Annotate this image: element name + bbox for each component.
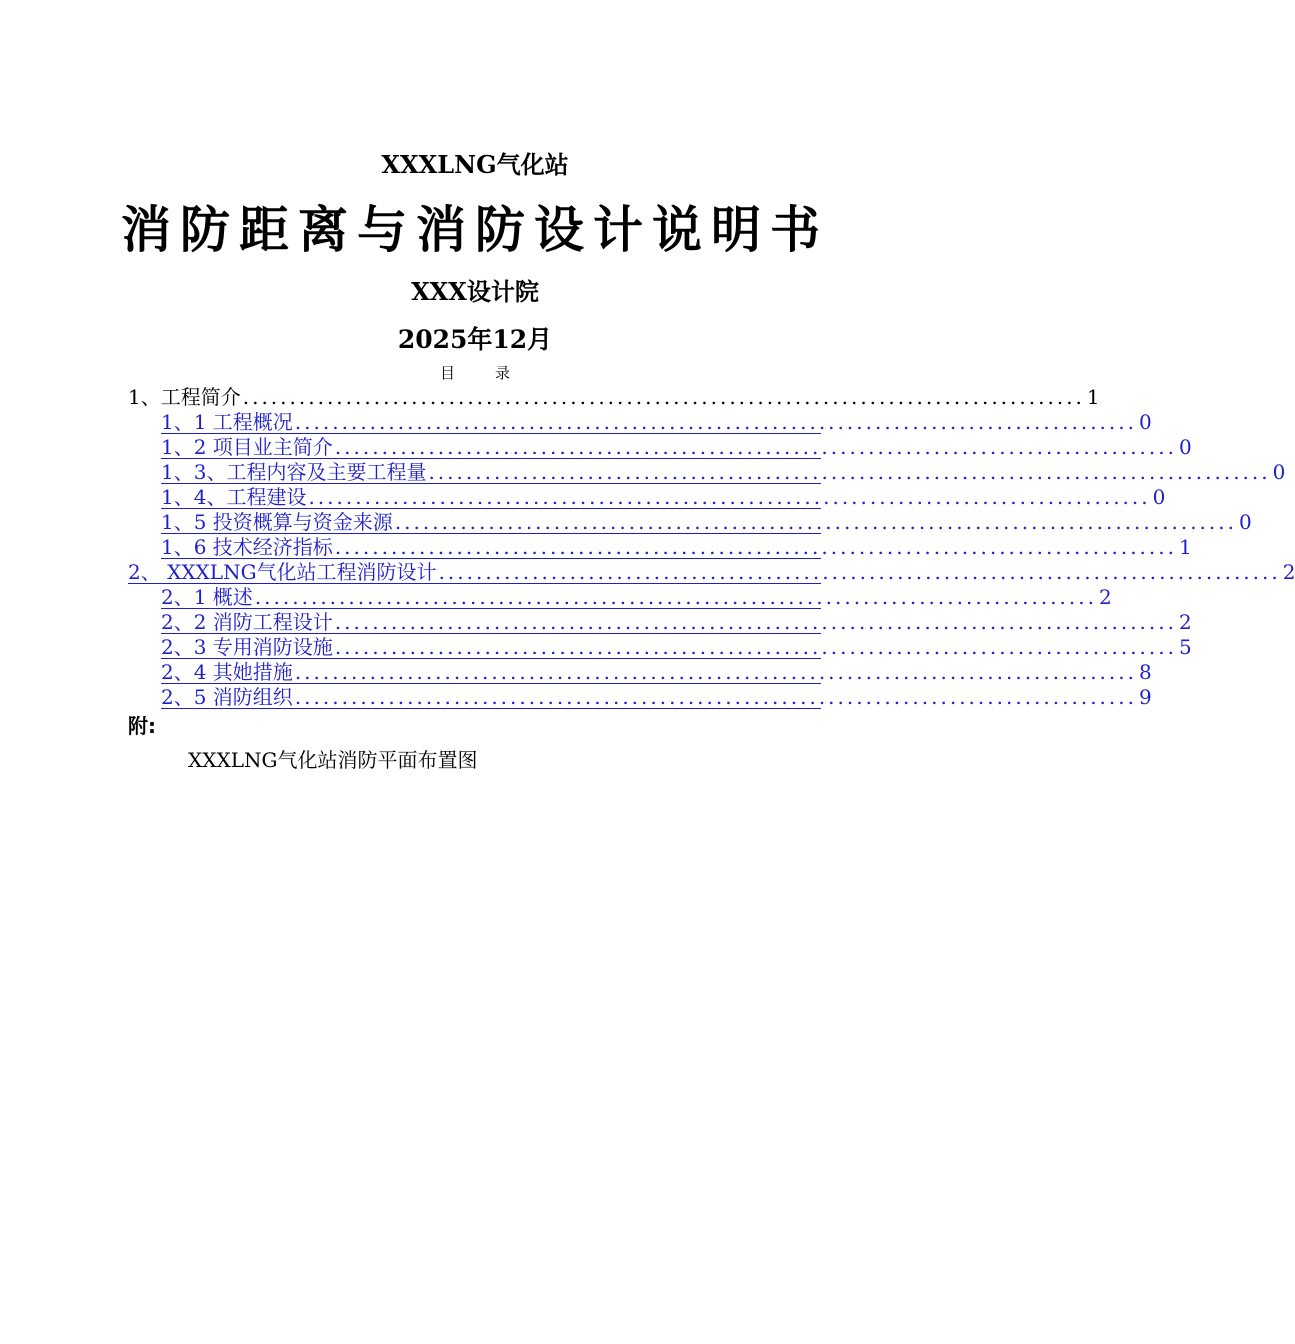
- toc-link[interactable]: [161, 660, 1152, 684]
- toc-leader-dots: ..........................................................................................: [308, 485, 1151, 509]
- toc-heading: 目录: [439, 364, 550, 382]
- toc-page-number: 1: [1178, 535, 1192, 559]
- toc-leader-dots: ..........................................................................................: [394, 510, 1237, 534]
- toc-link[interactable]: [161, 510, 1252, 534]
- toc-entry-label: 2、1 概述: [161, 585, 253, 609]
- toc-leader-dots: ..........................................................................................: [242, 385, 1085, 409]
- toc-link[interactable]: [161, 535, 1192, 559]
- toc-leader-dots: ..........................................................................................: [438, 560, 1281, 584]
- toc-entry-label: 2、3 专用消防设施: [161, 635, 333, 659]
- document-title: 消防距离与消防设计说明书: [121, 201, 829, 259]
- toc-entry-label: 2、4 其她措施: [161, 660, 293, 684]
- toc-entry-label: 2、 XXXLNG气化站工程消防设计: [128, 560, 437, 584]
- design-institute: XXX设计院: [411, 277, 539, 306]
- toc-entry-label: 1、3、工程内容及主要工程量: [161, 460, 427, 484]
- toc-leader-dots: ..........................................................................................: [334, 535, 1177, 559]
- document-date: 2025年12月: [397, 325, 553, 354]
- toc-page-number: 0: [1178, 435, 1192, 459]
- toc-page-number: 2: [1098, 585, 1112, 609]
- toc-page-number: 1: [1086, 385, 1100, 409]
- toc-page-number: 0: [1272, 460, 1286, 484]
- toc-page-number: 2: [1282, 560, 1295, 584]
- toc-page-number: 5: [1178, 635, 1192, 659]
- toc-entry-label: 2、2 消防工程设计: [161, 610, 333, 634]
- organization-name: XXXLNG气化站: [381, 150, 569, 179]
- toc-link[interactable]: [161, 460, 1286, 484]
- toc-entry-label: 1、工程简介: [128, 385, 241, 409]
- toc-entry-label: 2、5 消防组织: [161, 685, 293, 709]
- appendix-label: 附:: [128, 714, 156, 738]
- toc-leader-dots: ..........................................................................................: [428, 460, 1271, 484]
- toc-page-number: 2: [1178, 610, 1192, 634]
- toc-leader-dots: ..........................................................................................: [334, 435, 1177, 459]
- appendix-item: XXXLNG气化站消防平面布置图: [188, 748, 478, 772]
- toc-page-number: 9: [1138, 685, 1152, 709]
- toc-entry-label: 1、2 项目业主简介: [161, 435, 333, 459]
- toc-link[interactable]: [161, 610, 1192, 634]
- toc-page-number: 0: [1138, 410, 1152, 434]
- toc-page-number: 0: [1238, 510, 1252, 534]
- toc-leader-dots: ..........................................................................................: [334, 610, 1177, 634]
- toc-entry-label: 1、5 投资概算与资金来源: [161, 510, 393, 534]
- toc-page-number: 0: [1152, 485, 1166, 509]
- toc-leader-dots: ..........................................................................................: [294, 660, 1137, 684]
- toc-link[interactable]: [161, 685, 1152, 709]
- toc-leader-dots: ..........................................................................................: [294, 410, 1137, 434]
- toc-entry-label: 1、1 工程概况: [161, 410, 293, 434]
- toc-page-number: 8: [1138, 660, 1152, 684]
- toc-link[interactable]: [161, 410, 1152, 434]
- toc-leader-dots: ..........................................................................................: [254, 585, 1097, 609]
- toc-leader-dots: ..........................................................................................: [294, 685, 1137, 709]
- toc-link[interactable]: [161, 585, 1112, 609]
- toc-entry-label: 1、4、工程建设: [161, 485, 307, 509]
- toc-entry[interactable]: [128, 385, 1100, 410]
- toc-link[interactable]: [161, 635, 1192, 659]
- toc-entry-label: 1、6 技术经济指标: [161, 535, 333, 559]
- toc-link[interactable]: [128, 560, 1295, 584]
- toc-leader-dots: ..........................................................................................: [334, 635, 1177, 659]
- toc-link[interactable]: [161, 485, 1166, 509]
- toc-link[interactable]: [161, 435, 1192, 459]
